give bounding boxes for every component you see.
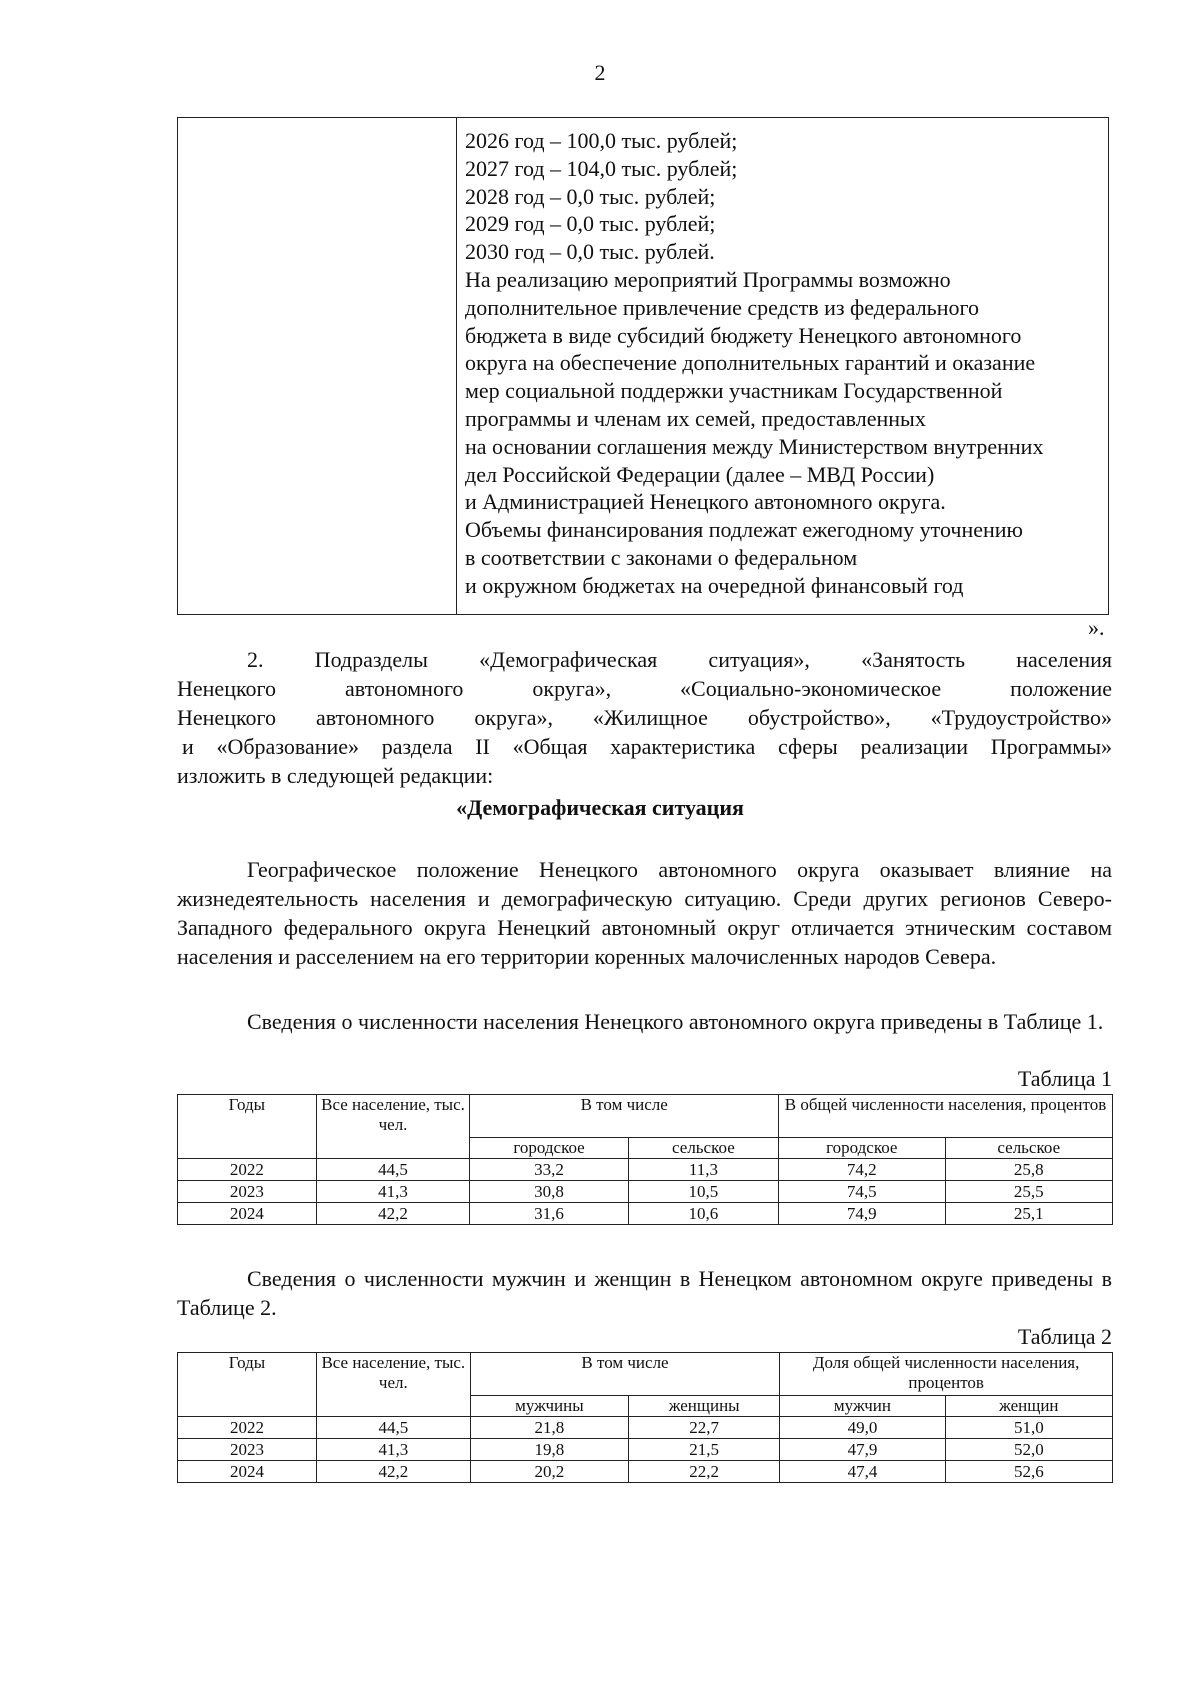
cell: 44,5	[316, 1417, 470, 1439]
cell: 51,0	[945, 1417, 1112, 1439]
table-2	[177, 1352, 1113, 1483]
cell: 74,5	[779, 1181, 945, 1203]
cell: 21,8	[470, 1417, 628, 1439]
cell: 30,8	[470, 1181, 628, 1203]
funding-line: 2026 год – 100,0 тыс. рублей;	[465, 128, 738, 153]
cell: 2022	[178, 1159, 317, 1181]
cell: 21,5	[629, 1439, 780, 1461]
header-sub: женщин	[945, 1396, 1112, 1417]
section-2-line: 2. Подразделы «Демографическая ситуация», «Занятость населения	[247, 647, 1112, 672]
cell: 25,5	[945, 1181, 1112, 1203]
cell: 2023	[178, 1181, 317, 1203]
funding-table-divider	[456, 118, 457, 614]
header-sub: женщины	[629, 1396, 780, 1417]
cell: 10,5	[628, 1181, 778, 1203]
funding-table	[177, 117, 1109, 615]
funding-line: дел Российской Федерации (далее – МВД России)	[465, 461, 935, 487]
cell: 47,9	[780, 1439, 945, 1461]
header-sub: мужчин	[780, 1396, 945, 1417]
cell: 41,3	[316, 1181, 470, 1203]
header-total: Все население, тыс. чел.	[316, 1095, 470, 1159]
cell: 42,2	[316, 1461, 470, 1483]
header-share: В общей численности населения, процентов	[779, 1095, 1113, 1138]
closing-quote: ».	[1088, 615, 1105, 640]
section-2-line: и «Образование» раздела II «Общая характеристика сферы реализации Программы»	[182, 734, 1112, 759]
funding-line: в соответствии с законами о федеральном	[465, 544, 858, 570]
cell: 49,0	[780, 1417, 945, 1439]
header-sub: городское	[779, 1138, 945, 1159]
funding-line: программы и членам их семей, предоставленных	[465, 405, 926, 431]
section-2-line: Ненецкого автономного округа», «Жилищное обустройство», «Трудоустройство»	[177, 705, 1112, 730]
funding-text	[465, 127, 1043, 600]
cell: 31,6	[470, 1203, 628, 1225]
table-header-row	[178, 1353, 1113, 1396]
table1-caption: Таблица 1	[1017, 1066, 1112, 1091]
table-row	[178, 1159, 1113, 1181]
cell: 41,3	[316, 1439, 470, 1461]
cell: 11,3	[628, 1159, 778, 1181]
cell: 74,2	[779, 1159, 945, 1181]
page-number: 2	[594, 60, 606, 85]
funding-line: дополнительное привлечение средств из федерального	[465, 294, 979, 320]
funding-line: округа на обеспечение дополнительных гарантий и оказание	[465, 350, 1036, 376]
table-row	[178, 1439, 1113, 1461]
table-1	[177, 1094, 1113, 1225]
table2-caption: Таблица 2	[1017, 1324, 1112, 1349]
table-row	[178, 1203, 1113, 1225]
cell: 52,6	[945, 1461, 1112, 1483]
cell: 44,5	[316, 1159, 470, 1181]
cell: 42,2	[316, 1203, 470, 1225]
section-2-line: изложить в следующей редакции:	[177, 763, 494, 788]
cell: 25,1	[945, 1203, 1112, 1225]
table-row	[178, 1417, 1113, 1439]
header-total: Все население, тыс. чел.	[316, 1353, 470, 1417]
cell: 33,2	[470, 1159, 628, 1181]
header-share: Доля общей численности населения, процентов	[780, 1353, 1113, 1396]
cell: 25,8	[945, 1159, 1112, 1181]
section-heading: «Демографическая ситуация	[456, 795, 744, 820]
header-sub: сельское	[945, 1138, 1112, 1159]
funding-line: на основании соглашения между Министерством внутренних	[465, 433, 1044, 459]
header-sub: сельское	[628, 1138, 778, 1159]
funding-line: 2030 год – 0,0 тыс. рублей.	[465, 239, 715, 265]
funding-line: бюджета в виде субсидий бюджету Ненецкого автономного	[465, 322, 1022, 348]
cell: 2022	[178, 1417, 317, 1439]
funding-line: 2028 год – 0,0 тыс. рублей;	[465, 183, 716, 209]
cell: 52,0	[945, 1439, 1112, 1461]
section-2-line: Ненецкого автономного округа», «Социально-экономическое положение	[177, 676, 1112, 701]
cell: 19,8	[470, 1439, 628, 1461]
header-incl: В том числе	[470, 1095, 779, 1138]
cell: 2023	[178, 1439, 317, 1461]
funding-line: 2029 год – 0,0 тыс. рублей;	[465, 211, 716, 237]
funding-line: 2027 год – 104,0 тыс. рублей;	[465, 155, 738, 181]
funding-line: На реализацию мероприятий Программы возможно	[465, 266, 951, 292]
cell: 47,4	[780, 1461, 945, 1483]
funding-line: мер социальной поддержки участникам Государственной	[465, 378, 1003, 404]
funding-line: и окружном бюджетах на очередной финансовый год	[465, 572, 964, 598]
header-years: Годы	[178, 1353, 317, 1417]
header-sub: мужчины	[470, 1396, 628, 1417]
header-years: Годы	[178, 1095, 317, 1159]
cell: 2024	[178, 1461, 317, 1483]
cell: 10,6	[628, 1203, 778, 1225]
cell: 22,7	[629, 1417, 780, 1439]
geo-paragraph: Географическое положение Ненецкого автономного округа оказывает влияние на жизнедеятельность населения и демографическую ситуацию. Среди других регионов Северо-Западного федерального округа Ненецкий автономный округ отличается этническим составом населения и расселением на его территории коренных малочисленных народов Севера.	[177, 857, 1112, 969]
table-header-row	[178, 1095, 1113, 1138]
cell: 20,2	[470, 1461, 628, 1483]
header-incl: В том числе	[470, 1353, 780, 1396]
funding-line: и Администрацией Ненецкого автономного округа.	[465, 489, 946, 515]
funding-line: Объемы финансирования подлежат ежегодному уточнению	[465, 517, 1023, 543]
cell: 2024	[178, 1203, 317, 1225]
header-sub: городское	[470, 1138, 628, 1159]
cell: 22,2	[629, 1461, 780, 1483]
table-row	[178, 1461, 1113, 1483]
cell: 74,9	[779, 1203, 945, 1225]
table2-intro: Сведения о численности мужчин и женщин в Ненецком автономном округе приведены в Таблице 2.	[177, 1266, 1112, 1320]
table-row	[178, 1181, 1113, 1203]
table1-intro: Сведения о численности населения Ненецкого автономного округа приведены в Таблице 1.	[247, 1009, 1104, 1034]
